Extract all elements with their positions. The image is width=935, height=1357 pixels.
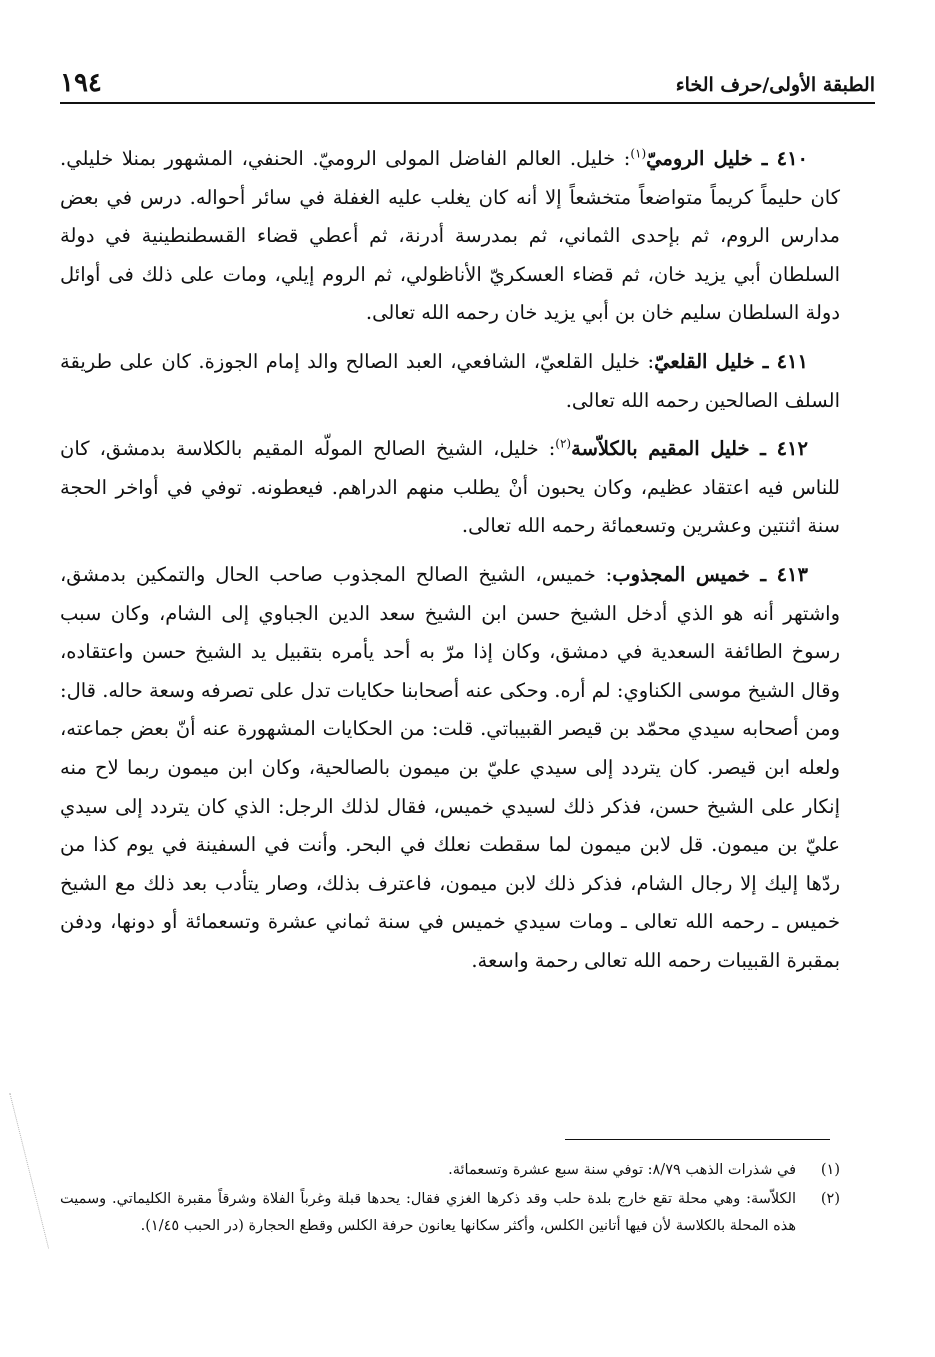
- entry-text: : خليل القلعيّ، الشافعي، العبد الصالح والد إمام الجوزة. كان على طريقة السلف الصالحين رحمه الله تعالى.: [60, 349, 840, 412]
- footnote-number: (١): [820, 1162, 840, 1178]
- entry-text: : خليل، الشيخ الصالح المولّه المقيم بالكلاسة بدمشق، كان للناس فيه اعتقاد عظيم، وكان يحبون أنْ يطلب منهم الدراهم. فيعطونه. توفي في أواخر الحجة سنة اثنتين وعشرين وتسعمائة رحمه الله تعالى.: [60, 437, 840, 538]
- entry-heading: ٤١٢ ـ خليل المقيم بالكلاّسة: [571, 437, 808, 461]
- entry-heading: ٤١٠ ـ خليل الروميّ: [646, 147, 809, 170]
- entry-number: ٤١٣: [776, 562, 808, 586]
- footnote-reference: (١): [630, 146, 647, 161]
- running-title: الطبقة الأولى/حرف الخاء: [675, 74, 875, 96]
- page-header: [60, 62, 875, 104]
- entry-412: [60, 430, 840, 546]
- entry-name: خليل القلعيّ: [654, 349, 755, 373]
- footnote-text: الكلاّسة: وهي محلة تقع خارج بلدة حلب وقد ذكرها الغزي فقال: يحدها قبلة وغرباً الفلاة وشرقاً مقبرة الكليماتي. وسميت هذه المحلة بالكلاسة لأن فيها أتانين الكلس، وأكثر سكانها يعانون حرفة الكلس وقطع الحجارة (در الحبب ١/٤٥).: [60, 1191, 796, 1234]
- biography-entries: [60, 140, 840, 990]
- footnote-1: [60, 1157, 840, 1184]
- footnotes: [60, 1157, 840, 1242]
- entry-name: خليل المقيم بالكلاّسة: [571, 437, 750, 461]
- entry-text: : خليل. العالم الفاضل المولى الروميّ. الحنفي، المشهور بمنلا خليلي. كان حليماً كريماً متواضعاً متخشعاً إلا أنه كان يغلب عليه الغفلة في سائر أحواله. درس في بعض مدارس الروم، ثم بإحدى الثماني، ثم بمدرسة أدرنة، ثم أعطي قضاء القسطنطينية في دولة السلطان أبي يزيد خان، ثم قضاء العسكريّ الأناظولي، ثم الروم إيلي، ومات على ذلك فى أوائل دولة السلطان سليم خان بن أبي يزيد خان رحمه الله تعالى.: [60, 147, 840, 325]
- footnote-reference: (٢): [555, 436, 572, 451]
- page-number: ١٩٤: [60, 68, 102, 98]
- footnote-divider: [565, 1139, 830, 1140]
- entry-410: [60, 140, 840, 333]
- entry-text: : خميس، الشيخ الصالح المجذوب صاحب الحال والتمكين بدمشق، واشتهر أنه هو الذي أدخل الشيخ حسن ابن الشيخ سعد الدين الجباوي إلى الشام، وكان سبب رسوخ الطائفة السعدية في دمشق، وكان إذا مرّ به أحد يأمره بتقبيل يد الشيخ حسن واعتقاده، وقال الشيخ موسى الكناوي: لم أره. وحكى عنه أصحابنا حكايات تدل على تصرفه وسعة حاله. قال: ومن أصحابه سيدي محمّد بن قيصر القبيباتي. قلت: من الحكايات المشهورة عنه أنّ بعض جماعته، ولعله ابن قيصر. كان يتردد إلى سيدي عليّ بن ميمون بالصالحية، وكان ابن ميمون ربما لاح منه إنكار على الشيخ حسن، فذكر ذلك لسيدي خميس، فقال لذلك الرجل: الذي كان يتردد إلى سيدي عليّ بن ميمون. قل لابن ميمون لما سقطت نعلك في البحر. وأنت في السفينة في يوم كذا من ردّها إليك إلا رجال الشام، فذكر ذلك لابن ميمون، فاعترف بذلك، وصار يتأدب بعد ذلك مع الشيخ خميس ـ رحمه الله تعالى ـ ومات سيدي خميس في سنة ثماني عشرة وتسعمائة أو دونها، ودفن بمقبرة القبيبات رحمه الله تعالى رحمة واسعة.: [60, 562, 840, 972]
- entry-411: [60, 343, 840, 420]
- entry-heading: ٤١٣ ـ خميس المجذوب: [612, 562, 808, 586]
- entry-413: [60, 556, 840, 981]
- footnote-text: في شذرات الذهب ٨/٧٩: توفي سنة سبع عشرة وتسعمائة.: [448, 1162, 796, 1178]
- entry-number: ٤١٠: [776, 147, 809, 170]
- entry-name: خميس المجذوب: [612, 562, 750, 586]
- footnote-2: [60, 1186, 840, 1240]
- entry-number: ٤١١: [776, 349, 808, 373]
- entry-name: خليل الروميّ: [646, 147, 753, 170]
- footnote-number: (٢): [820, 1191, 840, 1207]
- entry-number: ٤١٢: [776, 437, 808, 461]
- entry-heading: ٤١١ ـ خليل القلعيّ: [654, 349, 808, 373]
